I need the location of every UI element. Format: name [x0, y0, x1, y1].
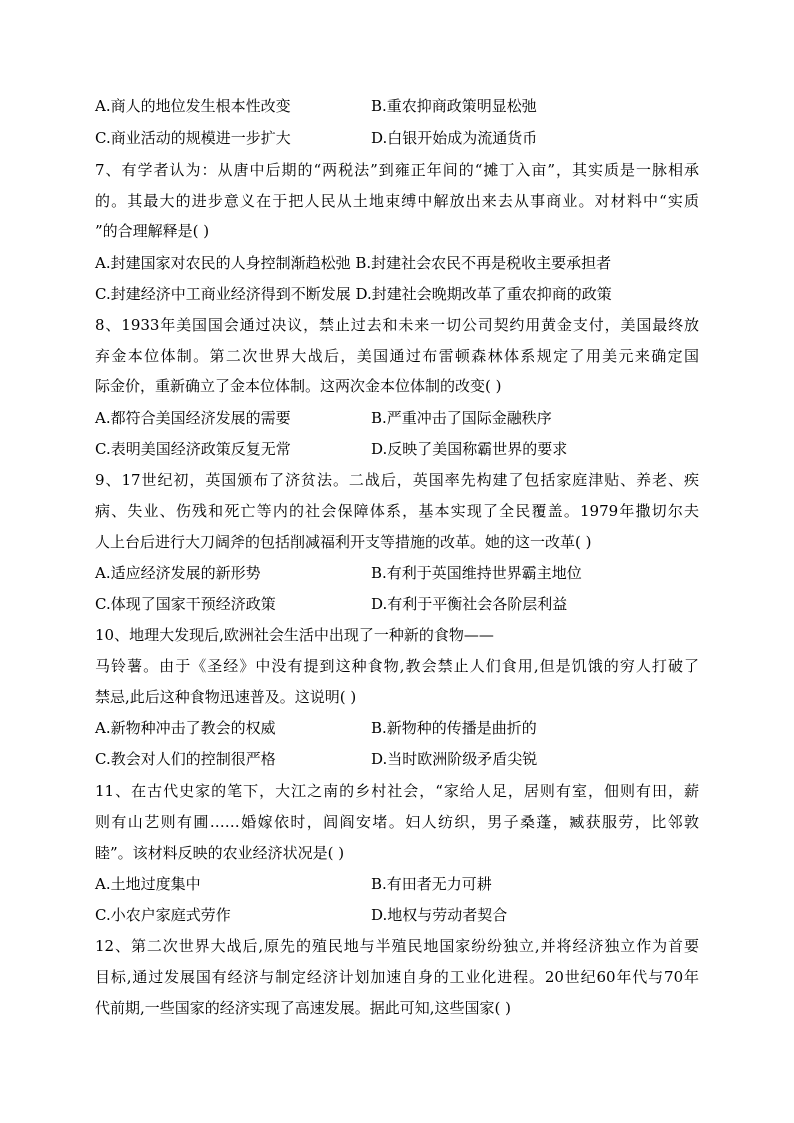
- q6-option-d: D.白银开始成为流通货币: [371, 129, 538, 147]
- q9-option-a: A.适应经济发展的新形势: [95, 564, 261, 582]
- q9-stem-line-3: 人上台后进行大刀阔斧的包括削减福利开支等措施的改革。她的这一改革( ): [95, 533, 592, 551]
- q8-option-a: A.都符合美国经济发展的需要: [95, 409, 291, 427]
- q11-stem-line-2: 则有山艺则有圃……婚嫁依时，闾阎安堵。妇人纺织，男子桑蓬，臧获服劳，比邻敦: [95, 813, 699, 831]
- q9-option-d: D.有利于平衡社会各阶层利益: [371, 595, 568, 613]
- q6-option-c: C.商业活动的规模进一步扩大: [95, 129, 291, 147]
- q10-option-d: D.当时欧洲阶级矛盾尖锐: [371, 750, 538, 768]
- q12-stem-line-3: 代前期,一些国家的经济实现了高速发展。据此可知,这些国家( ): [95, 999, 512, 1017]
- q6-option-a: A.商人的地位发生根本性改变: [95, 97, 291, 115]
- q7-stem-line-2: 的。其最大的进步意义在于把人民从土地束缚中解放出来去从事商业。对材料中“实质: [95, 192, 699, 210]
- q6-option-b: B.重农抑商政策明显松弛: [371, 97, 537, 115]
- q12-stem-line-1: 12、第二次世界大战后,原先的殖民地与半殖民地国家纷纷独立,并将经济独立作为首要: [95, 937, 699, 955]
- q8-stem-line-2: 弃金本位体制。第二次世界大战后，美国通过布雷顿森林体系规定了用美元来确定国: [95, 347, 699, 365]
- q8-stem-line-1: 8、1933年美国国会通过决议，禁止过去和未来一切公司契约用黄金支付，美国最终放: [95, 316, 699, 334]
- q8-option-c: C.表明美国经济政策反复无常: [95, 440, 291, 458]
- q8-stem-line-3: 际金价，重新确立了金本位体制。这两次金本位体制的改变( ): [95, 377, 502, 395]
- q11-option-d: D.地权与劳动者契合: [371, 906, 508, 924]
- q11-option-b: B.有田者无力可耕: [371, 875, 492, 893]
- q7-stem-line-3: ”的合理解释是( ): [95, 222, 210, 240]
- q10-option-b: B.新物种的传播是曲折的: [371, 719, 537, 737]
- q12-stem-line-2: 目标,通过发展国有经济与制定经济计划加速自身的工业化进程。20世纪60年代与70年: [95, 968, 699, 986]
- q11-stem-line-1: 11、在古代史家的笔下，大江之南的乡村社会，“家给人足，居则有室，佃则有田，薪: [95, 782, 699, 800]
- q10-stem-line-2: 马铃薯。由于《圣经》中没有提到这种食物,教会禁止人们食用,但是饥饿的穷人打破了: [95, 657, 699, 675]
- q10-stem-line-1: 10、地理大发现后,欧洲社会生活中出现了一种新的食物——: [95, 626, 494, 644]
- q8-option-b: B.严重冲击了国际金融秩序: [371, 409, 552, 427]
- q7-stem-line-1: 7、有学者认为：从唐中后期的“两税法”到雍正年间的“摊丁入亩”，其实质是一脉相承: [95, 161, 699, 179]
- q11-option-a: A.土地过度集中: [95, 875, 201, 893]
- q9-option-b: B.有利于英国维持世界霸主地位: [371, 564, 582, 582]
- q10-option-c: C.教会对人们的控制很严格: [95, 750, 276, 768]
- q8-option-d: D.反映了美国称霸世界的要求: [371, 440, 568, 458]
- q11-option-c: C.小农户家庭式劳作: [95, 906, 231, 924]
- q10-option-a: A.新物种冲击了教会的权威: [95, 719, 276, 737]
- q10-stem-line-3: 禁忌,此后这种食物迅速普及。这说明( ): [95, 688, 357, 706]
- q7-options-ab: A.封建国家对农民的人身控制渐趋松弛 B.封建社会农民不再是税收主要承担者: [95, 254, 612, 272]
- q9-stem-line-2: 病、失业、伤残和死亡等内的社会保障体系，基本实现了全民覆盖。1979年撒切尔夫: [95, 502, 699, 520]
- q9-option-c: C.体现了国家干预经济政策: [95, 595, 276, 613]
- q9-stem-line-1: 9、17世纪初，英国颁布了济贫法。二战后，英国率先构建了包括家庭津贴、养老、疾: [95, 471, 699, 489]
- q11-stem-line-3: 睦”。该材料反映的农业经济状况是( ): [95, 844, 345, 862]
- q7-options-cd: C.封建经济中工商业经济得到不断发展 D.封建社会晚期改革了重农抑商的政策: [95, 285, 612, 303]
